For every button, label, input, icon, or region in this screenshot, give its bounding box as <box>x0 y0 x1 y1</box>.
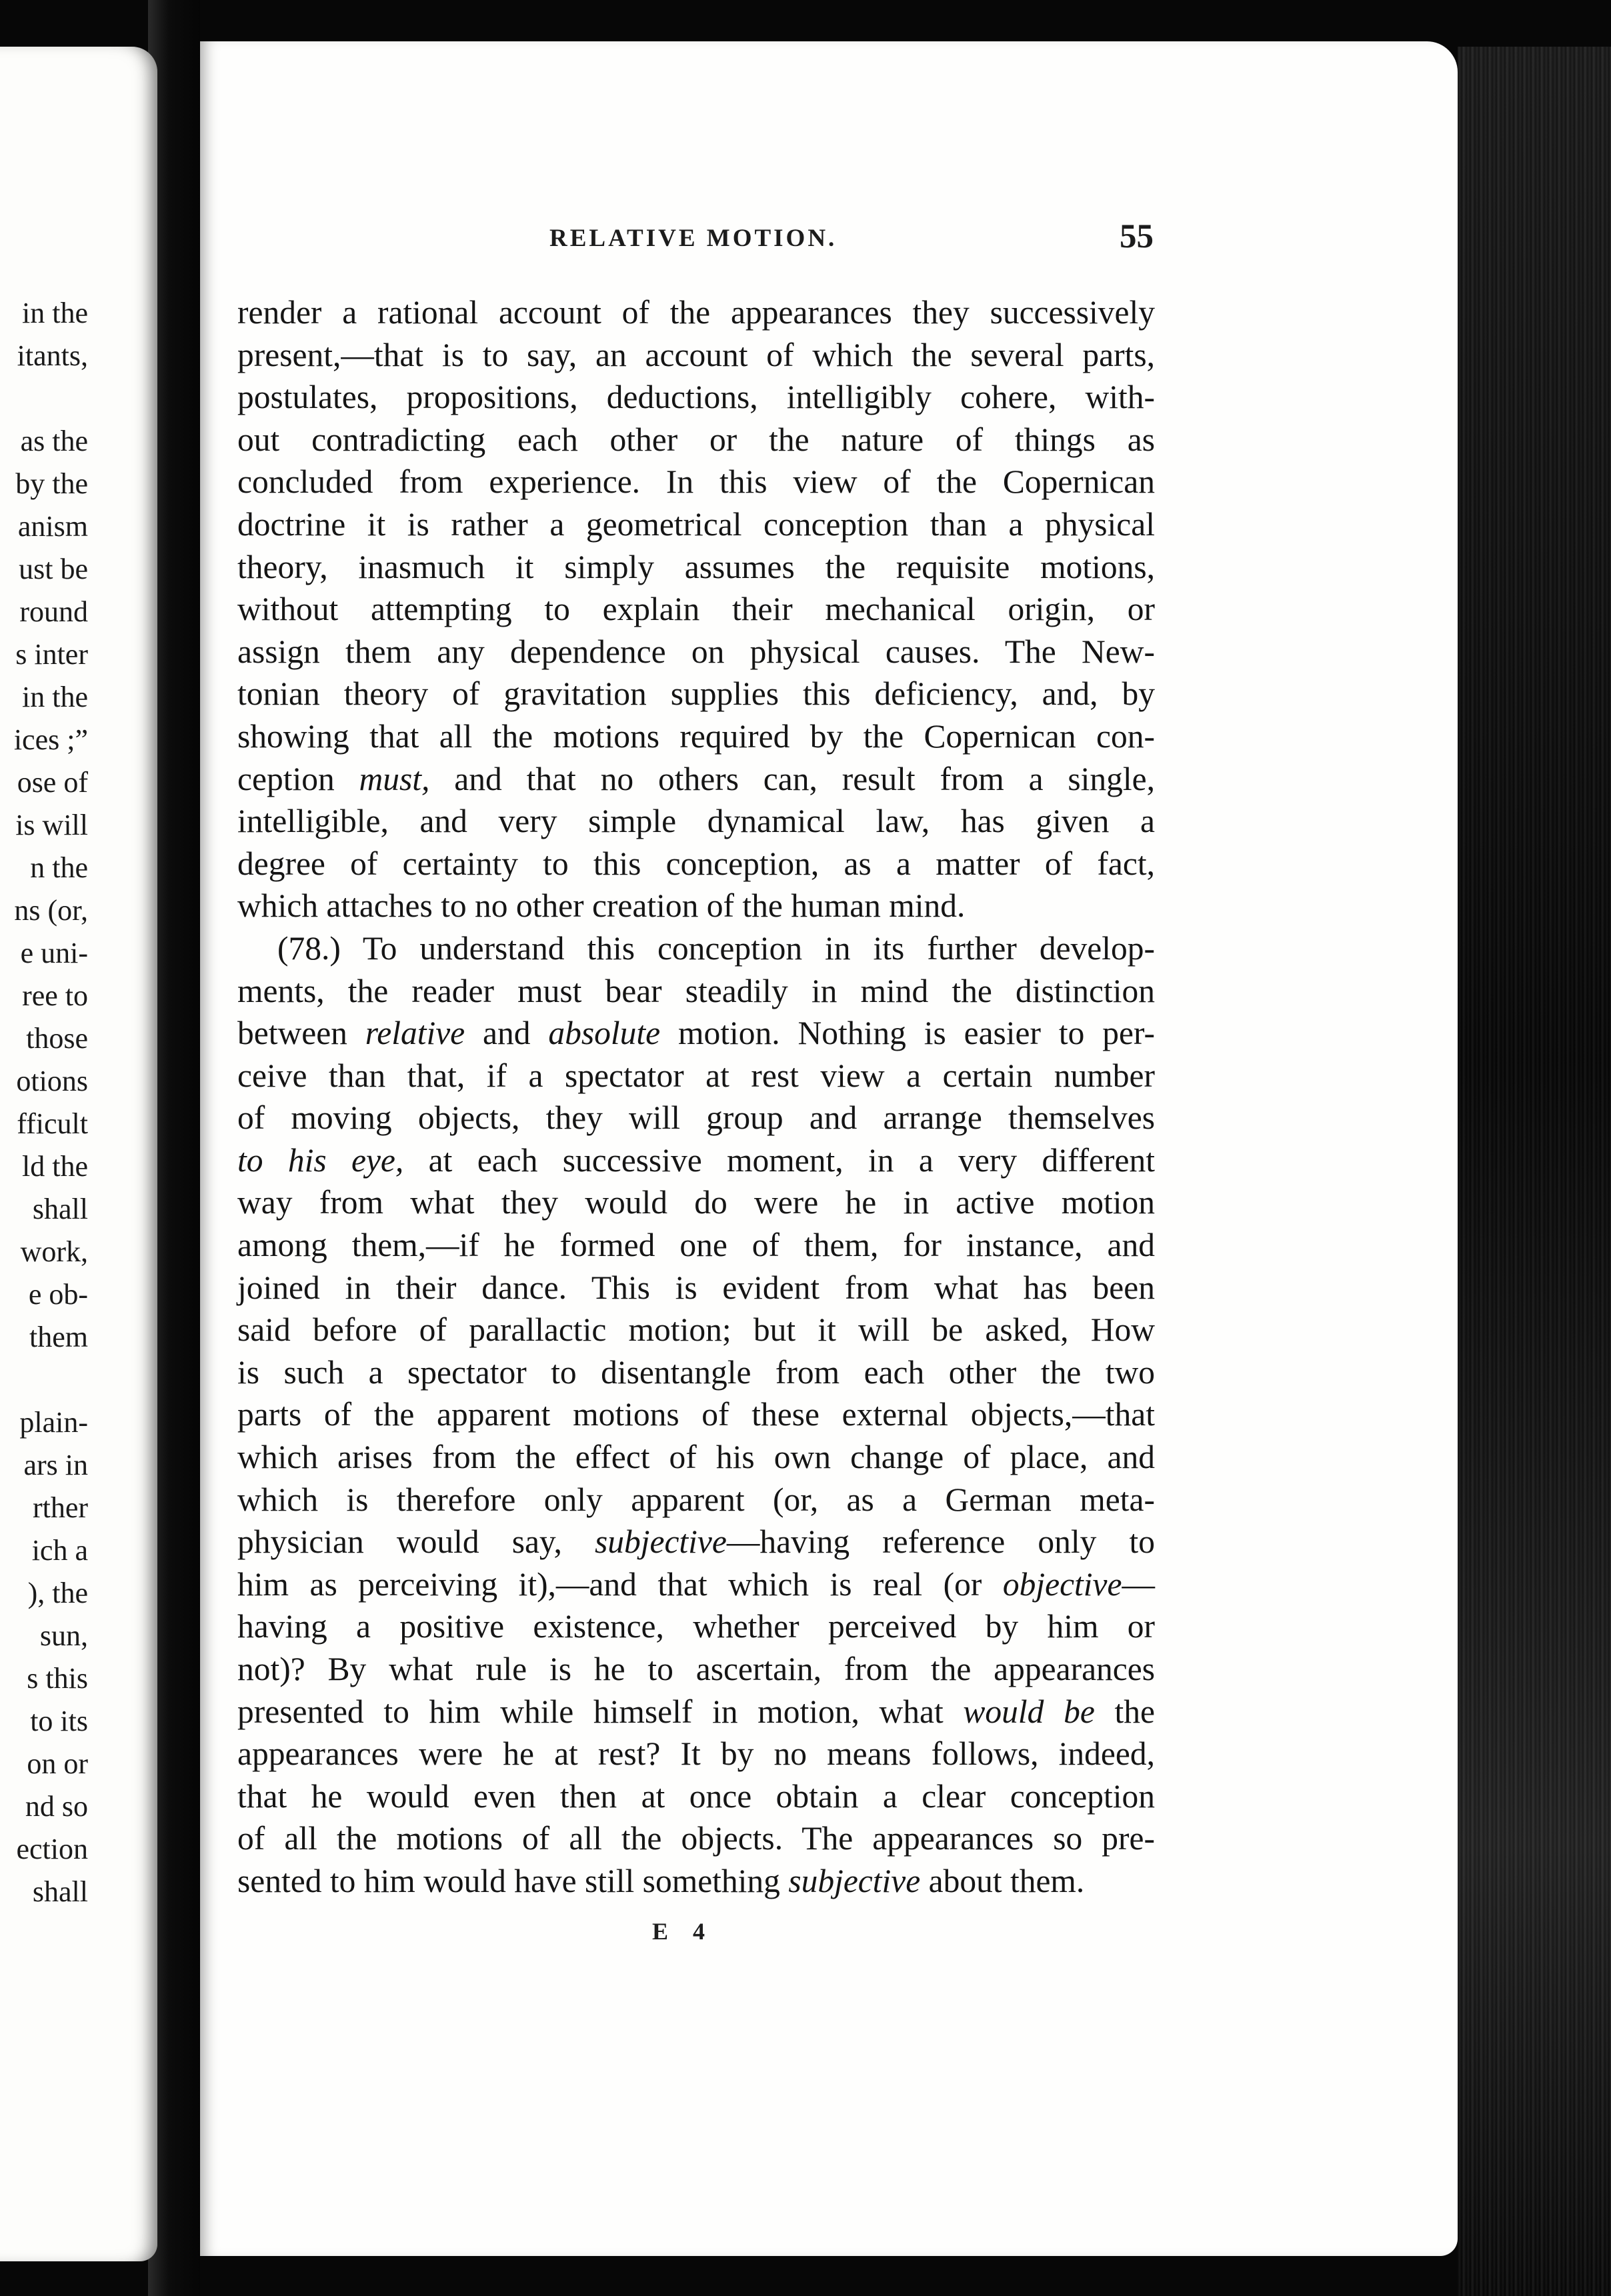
text-line <box>237 1393 1155 1436</box>
facing-page-text-fragments <box>14 292 88 1913</box>
facing-page-line: e uni- <box>20 937 88 969</box>
text-segment: theory, inasmuch it simply assumes the requisite motions, <box>237 548 1155 585</box>
text-segment: sented to him would have still something <box>237 1862 789 1899</box>
text-line <box>237 1351 1155 1394</box>
text-segment: motion. Nothing is easier to per- <box>660 1015 1155 1052</box>
facing-page-line: ld the <box>22 1150 88 1183</box>
facing-page-line: ose of <box>17 766 88 799</box>
facing-page-line: rther <box>32 1491 88 1524</box>
text-line <box>237 546 1155 589</box>
text-segment: — <box>1122 1565 1155 1603</box>
text-line <box>237 758 1155 801</box>
italic-text: subjective <box>788 1862 921 1899</box>
italic-text: must, <box>359 760 430 797</box>
facing-page-line: to its <box>30 1705 88 1737</box>
text-segment: appearances were he at rest? It by no means follows, indeed, <box>237 1735 1155 1773</box>
facing-page-line: in the <box>22 681 88 713</box>
facing-page-line: round <box>19 595 88 628</box>
text-segment: among them,—if he formed one of them, for instance, and <box>237 1227 1155 1264</box>
text-segment: between <box>237 1015 365 1052</box>
text-segment: present,—that is to say, an account of which the several parts, <box>237 336 1155 373</box>
italic-text: subjective <box>594 1523 727 1561</box>
text-line <box>237 800 1155 843</box>
text-line <box>237 1860 1155 1903</box>
text-segment: ception <box>237 760 359 797</box>
text-line <box>237 503 1155 546</box>
facing-page-line: fficult <box>17 1107 88 1140</box>
text-line <box>237 1012 1155 1055</box>
facing-page-line: ree to <box>22 979 88 1012</box>
text-segment: presented to him while himself in motion, what <box>237 1693 964 1730</box>
facing-page-line: nd so <box>25 1790 88 1823</box>
facing-page-line: ices ;” <box>13 723 88 756</box>
text-segment: which arises from the effect of his own change of place, and <box>237 1439 1155 1476</box>
italic-text: would be <box>963 1693 1095 1730</box>
text-segment: about them. <box>920 1862 1085 1899</box>
facing-page-line: sun, <box>39 1619 88 1652</box>
text-line <box>237 673 1155 715</box>
text-segment: that he would even then at once obtain a clear conception <box>237 1777 1155 1815</box>
text-line <box>237 1605 1155 1648</box>
text-segment: degree of certainty to this conception, as a matter of fact, <box>237 845 1155 882</box>
facing-page-line: anism <box>17 510 88 543</box>
facing-page-left <box>0 47 157 2261</box>
text-segment: assign them any dependence on physical causes. The New- <box>237 633 1155 670</box>
running-head: RELATIVE MOTION. <box>549 225 838 252</box>
text-line <box>237 843 1155 885</box>
facing-page-line: in the <box>22 297 88 329</box>
italic-text: objective <box>1002 1565 1122 1603</box>
facing-page-line: those <box>26 1022 88 1055</box>
facing-page-line: ars in <box>23 1449 88 1481</box>
text-line <box>237 1691 1155 1733</box>
text-segment: not)? By what rule is he to ascertain, from the appearances <box>237 1651 1155 1687</box>
text-segment: tonian theory of gravitation supplies this deficiency, and, by <box>237 675 1155 713</box>
text-segment: of moving objects, they will group and arrange themselves <box>237 1099 1155 1137</box>
text-segment: of all the motions of all the objects. The appearances so pre- <box>237 1820 1155 1857</box>
text-segment: him as perceiving it),—and that which is real (or <box>237 1565 1003 1603</box>
text-segment: and <box>465 1015 549 1052</box>
text-line <box>237 631 1155 673</box>
text-line <box>237 1181 1155 1224</box>
text-segment: is such a spectator to disentangle from each other the two <box>237 1353 1155 1391</box>
facing-page-line: s this <box>27 1662 88 1695</box>
facing-page-line: ich a <box>31 1534 88 1567</box>
text-line <box>237 1267 1155 1309</box>
facing-page-line: shall <box>32 1193 88 1225</box>
text-segment: render a rational account of the appearances they successively <box>237 294 1155 331</box>
text-segment: ceive than that, if a spectator at rest view a certain number <box>237 1057 1155 1094</box>
italic-text: to his eye, <box>237 1141 404 1179</box>
text-segment: out contradicting each other or the nature of things as <box>237 421 1155 458</box>
text-line <box>237 419 1155 461</box>
text-line <box>237 334 1155 377</box>
facing-page-line <box>14 377 88 420</box>
text-segment: ments, the reader must bear steadily in mind the distinction <box>237 972 1155 1009</box>
text-line <box>237 1436 1155 1479</box>
facing-page-line: otions <box>16 1065 88 1097</box>
text-line <box>237 1775 1155 1818</box>
facing-page-line: by the <box>15 467 88 500</box>
facing-page-line: them <box>29 1321 88 1353</box>
text-segment: —having reference only to <box>726 1523 1155 1561</box>
facing-page-line: ns (or, <box>14 894 88 927</box>
text-segment: said before of parallactic motion; but it will be asked, How <box>237 1311 1155 1349</box>
text-line <box>237 1817 1155 1860</box>
text-line <box>237 1648 1155 1691</box>
text-segment: without attempting to explain their mechanical origin, or <box>237 591 1155 628</box>
text-segment: parts of the apparent motions of these external objects,—that <box>237 1396 1155 1433</box>
facing-page-line <box>14 1359 88 1401</box>
facing-page-line: ), the <box>27 1577 88 1609</box>
facing-page-line: work, <box>20 1235 88 1268</box>
text-line <box>237 1521 1155 1563</box>
text-segment: which attaches to no other creation of the human mind. <box>237 887 966 925</box>
signature-mark: E 4 <box>652 1918 715 1945</box>
text-segment: the <box>1094 1693 1155 1730</box>
text-line <box>237 1309 1155 1351</box>
text-line <box>237 376 1155 419</box>
facing-page-line: ection <box>16 1833 88 1865</box>
text-line <box>237 927 1155 970</box>
text-line <box>237 885 1155 927</box>
facing-page-line: as the <box>20 425 88 457</box>
facing-page-line: ust be <box>19 553 88 585</box>
text-segment: (78.) To understand this conception in its further develop- <box>277 929 1155 967</box>
facing-page-line: on or <box>27 1747 88 1780</box>
italic-text: relative <box>365 1015 465 1052</box>
text-line <box>237 970 1155 1013</box>
text-line <box>237 291 1155 334</box>
text-segment: way from what they would do were he in active motion <box>237 1184 1155 1221</box>
text-line <box>237 461 1155 503</box>
text-line <box>237 1733 1155 1775</box>
text-segment: physician would say, <box>237 1523 595 1561</box>
text-segment: doctrine it is rather a geometrical conception than a physical <box>237 505 1155 543</box>
text-segment: showing that all the motions required by the Copernican con- <box>237 717 1155 755</box>
facing-page-line: n the <box>30 851 88 884</box>
text-segment: joined in their dance. This is evident from what has been <box>237 1269 1155 1306</box>
facing-page-line: e ob- <box>28 1278 88 1311</box>
page-header <box>240 220 1154 267</box>
text-segment: and that no others can, result from a single, <box>429 760 1155 797</box>
text-line <box>237 588 1155 631</box>
facing-page-line: is will <box>15 809 88 841</box>
facing-page-line: plain- <box>19 1406 88 1439</box>
text-segment: intelligible, and very simple dynamical law, has given a <box>237 803 1155 840</box>
italic-text: absolute <box>548 1015 661 1052</box>
text-segment: at each successive moment, in a very different <box>403 1141 1155 1179</box>
text-segment: which is therefore only apparent (or, as a German meta- <box>237 1481 1155 1518</box>
facing-page-line: s inter <box>15 638 88 671</box>
text-line <box>237 715 1155 758</box>
text-line <box>237 1224 1155 1267</box>
page-edges-shade <box>1458 47 1611 2296</box>
text-segment: having a positive existence, whether perceived by him or <box>237 1608 1155 1645</box>
text-segment: postulates, propositions, deductions, intelligibly cohere, with- <box>237 379 1155 416</box>
text-line <box>237 1479 1155 1521</box>
body-text <box>237 291 1155 1903</box>
facing-page-line: itants, <box>17 339 88 372</box>
facing-page-line: shall <box>32 1875 88 1908</box>
text-segment: concluded from experience. In this view of the Copernican <box>237 463 1155 501</box>
text-line <box>237 1139 1155 1182</box>
text-line <box>237 1055 1155 1097</box>
text-line <box>237 1097 1155 1139</box>
page-number: 55 <box>1120 218 1154 255</box>
text-line <box>237 1563 1155 1606</box>
